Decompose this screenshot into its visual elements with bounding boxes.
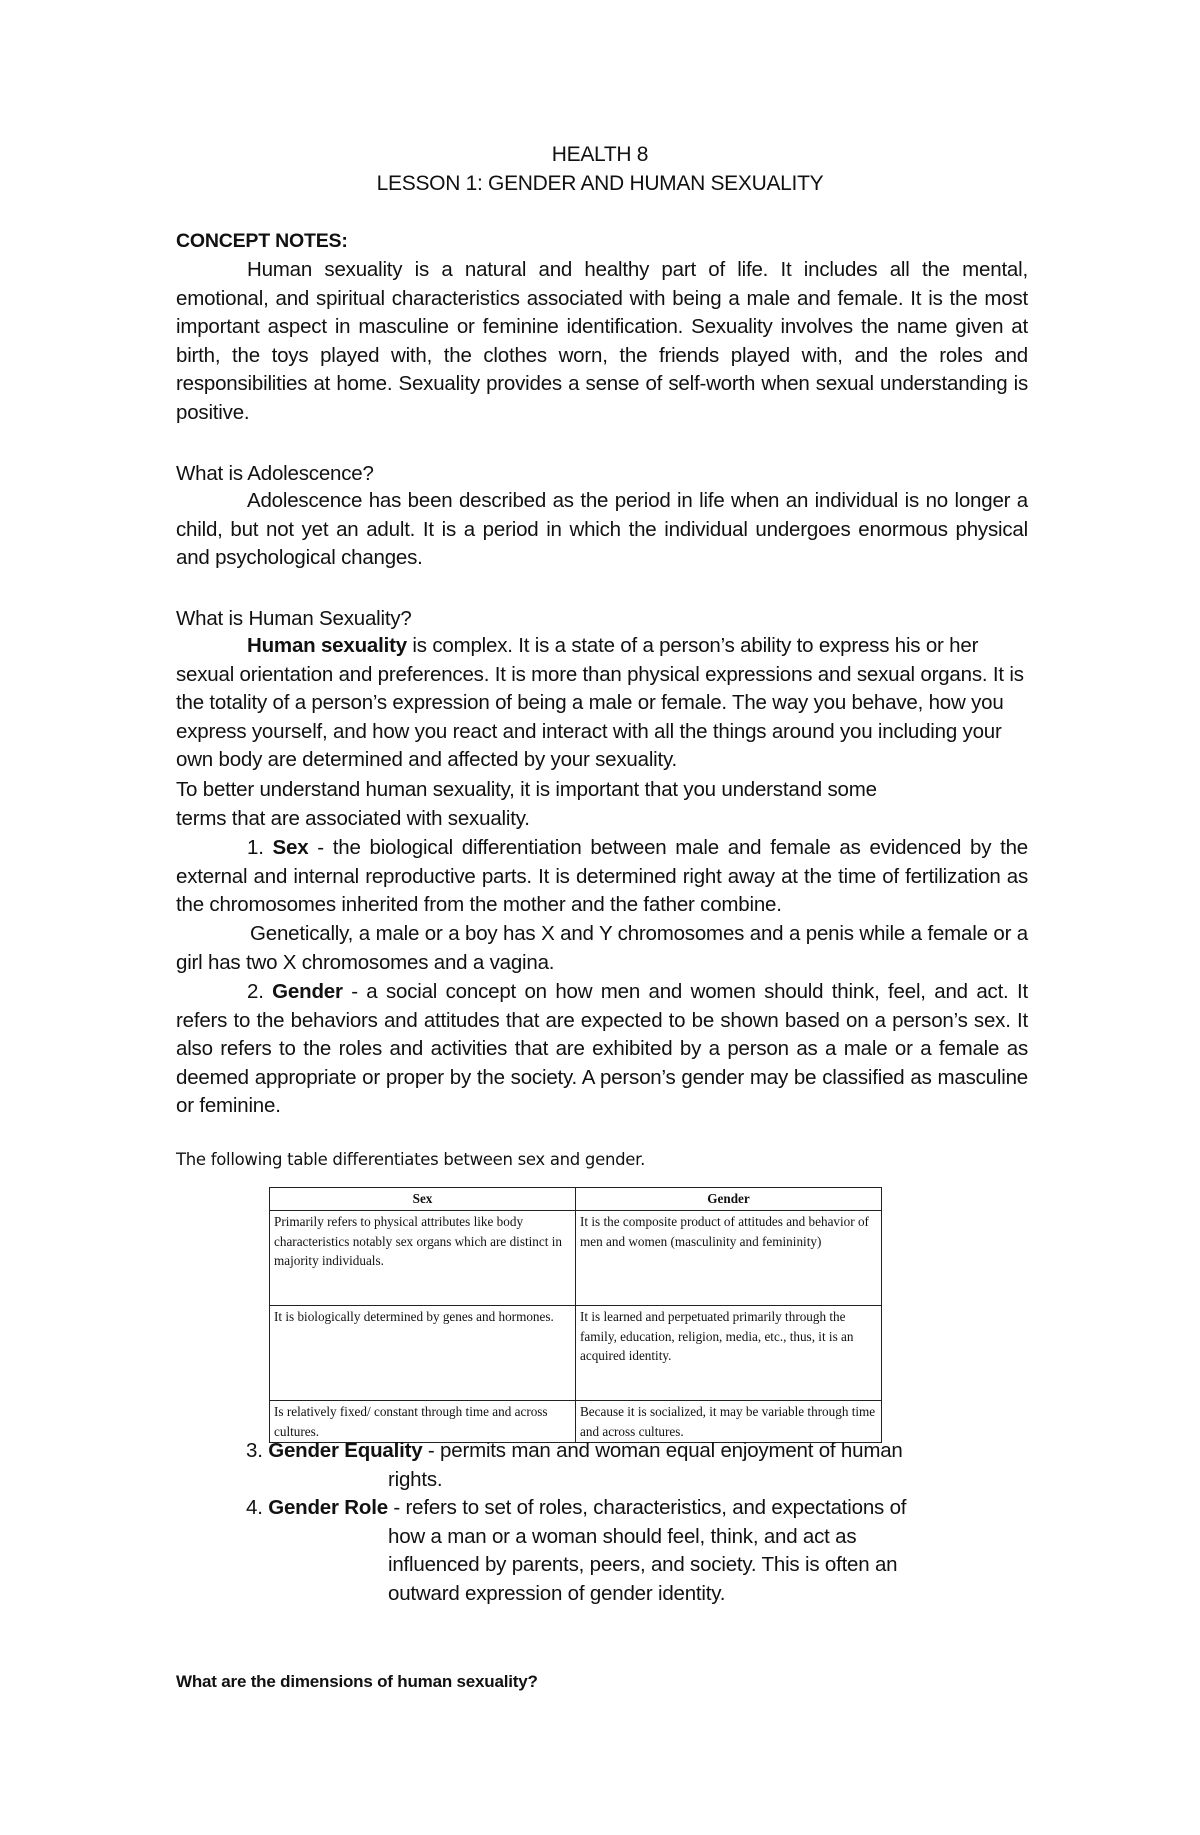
term-sex-number: 1. bbox=[247, 836, 264, 859]
concept-notes-heading: CONCEPT NOTES: bbox=[176, 230, 348, 252]
terms-intro-line-1: To better understand human sexuality, it is important that you understand some bbox=[176, 778, 877, 801]
lesson-title: LESSON 1: GENDER AND HUMAN SEXUALITY bbox=[376, 172, 824, 195]
table-header-gender: Gender bbox=[576, 1188, 882, 1211]
term-gender-role-label: Gender Role bbox=[268, 1496, 388, 1519]
human-sexuality-paragraph bbox=[176, 632, 1028, 775]
human-sexuality-term: Human sexuality bbox=[247, 634, 407, 657]
term-gender-role bbox=[246, 1494, 1006, 1608]
table-cell-sex: Is relatively fixed/ constant through time and across cultures. bbox=[270, 1401, 576, 1443]
dimensions-question: What are the dimensions of human sexuality? bbox=[176, 1672, 538, 1691]
table-header-row bbox=[270, 1188, 882, 1211]
terms-intro-line-2: terms that are associated with sexuality. bbox=[176, 806, 530, 830]
term-gender-equality-line-2: rights. bbox=[388, 1467, 443, 1491]
adolescence-question: What is Adolescence? bbox=[176, 462, 374, 485]
table-cell-gender: Because it is socialized, it may be variable through time and across cultures. bbox=[576, 1401, 882, 1443]
table-cell-sex: Primarily refers to physical attributes like body characteristics notably sex organs which are distinct in majority individuals. bbox=[270, 1211, 576, 1306]
table-cell-gender: It is the composite product of attitudes and behavior of men and women (masculinity and femininity) bbox=[576, 1211, 882, 1306]
subject-title: HEALTH 8 bbox=[551, 143, 649, 166]
term-gender-role-line-4: outward expression of gender identity. bbox=[388, 1581, 726, 1605]
table-cell-gender: It is learned and perpetuated primarily through the family, education, religion, media, etc., thus, it is an acquired identity. bbox=[576, 1306, 882, 1401]
adolescence-answer bbox=[176, 487, 1028, 573]
term-gender-definition: - a social concept on how men and women should think, feel, and act. It refers to the behaviors and attitudes that are expected to be shown based on a person’s sex. It also refers to the roles and activities that are exhibited by a person as a male or a female as deemed appropriate or proper by the society. A person’s gender may be classified as masculine or feminine. bbox=[176, 980, 1029, 1118]
term-sex bbox=[176, 834, 1028, 920]
term-sex-note bbox=[176, 920, 1028, 977]
term-gender-equality-number: 3. bbox=[246, 1439, 263, 1462]
term-gender-label: Gender bbox=[272, 980, 343, 1003]
term-gender-role-line-1: - refers to set of roles, characteristics, and expectations of bbox=[387, 1496, 907, 1519]
term-gender-role-line-3: influenced by parents, peers, and society. This is often an bbox=[388, 1553, 898, 1577]
adolescence-answer-text: Adolescence has been described as the period in life when an individual is no longer a child, but not yet an adult. It is a period in which the individual undergoes enormous physical and psychological changes. bbox=[176, 489, 1028, 570]
term-gender-equality-label: Gender Equality bbox=[268, 1439, 423, 1462]
term-sex-definition: - the biological differentiation between male and female as evidenced by the external and internal reproductive parts. It is determined right away at the time of fertilization as the chromosomes inherited from the mother and the father combine. bbox=[176, 836, 1028, 917]
table-caption: The following table differentiates between sex and gender. bbox=[176, 1150, 646, 1169]
table-header-sex: Sex bbox=[270, 1188, 576, 1211]
term-gender-number: 2. bbox=[247, 980, 264, 1003]
human-sexuality-question: What is Human Sexuality? bbox=[176, 607, 412, 630]
concept-notes-paragraph bbox=[176, 256, 1028, 428]
table-row bbox=[270, 1306, 882, 1401]
term-sex-note-text: Genetically, a male or a boy has X and Y chromosomes and a penis while a female or a girl has two X chromosomes and a vagina. bbox=[176, 922, 1028, 974]
terms-intro bbox=[176, 776, 1028, 833]
table-cell-sex: It is biologically determined by genes and hormones. bbox=[270, 1306, 576, 1401]
sex-gender-table bbox=[269, 1187, 882, 1443]
term-sex-label: Sex bbox=[272, 836, 309, 859]
human-sexuality-text: is complex. It is a state of a person’s ability to express his or her sexual orientation and preferences. It is more than physical expressions and sexual organs. It is the totality of a person’s expression of being a male or female. The way you behave, how you express yourself, and how you react and interact with all the things around you including your own body are determined and affected by your sexuality. bbox=[176, 634, 1024, 772]
term-gender-role-number: 4. bbox=[246, 1496, 263, 1519]
concept-notes-text: Human sexuality is a natural and healthy part of life. It includes all the mental, emotional, and spiritual characteristics associated with being a male and female. It is the most important aspect in masculine or feminine identification. Sexuality involves the name given at birth, the toys played with, the clothes worn, the friends played with, and the roles and responsibilities at home. Sexuality provides a sense of self-worth when sexual understanding is positive. bbox=[176, 258, 1028, 424]
term-gender-equality bbox=[246, 1437, 1006, 1494]
term-gender-equality-line-1: - permits man and woman equal enjoyment of human bbox=[422, 1439, 903, 1462]
term-gender-role-line-2: how a man or a woman should feel, think, and act as bbox=[388, 1524, 857, 1548]
table-row bbox=[270, 1211, 882, 1306]
term-gender bbox=[176, 978, 1028, 1121]
